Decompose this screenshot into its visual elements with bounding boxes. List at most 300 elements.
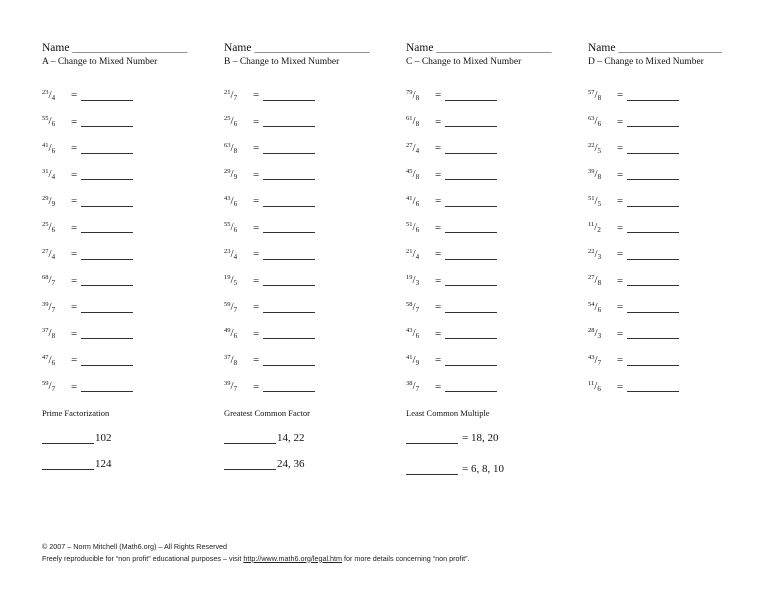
fraction-slash: /: [594, 221, 598, 234]
worksheet-column-d: [588, 42, 768, 400]
fraction: [588, 274, 617, 287]
answer-blank[interactable]: [263, 275, 315, 286]
fraction-slash: /: [412, 221, 416, 234]
fraction-slash: /: [230, 327, 234, 340]
fraction-slash: /: [594, 300, 598, 313]
denominator: 5: [597, 146, 602, 155]
numerator: 11: [588, 380, 595, 388]
denominator: 6: [597, 385, 601, 394]
equals-sign: =: [253, 142, 260, 155]
fraction: [42, 89, 71, 102]
fraction-slash: /: [48, 88, 52, 101]
fraction-slash: /: [412, 247, 416, 260]
fraction: [406, 221, 435, 234]
fraction: [224, 89, 253, 102]
numerator: 27: [406, 141, 413, 149]
answer-blank[interactable]: [627, 116, 679, 127]
problem-item: [42, 268, 222, 295]
fraction-slash: /: [412, 168, 416, 181]
fraction-slash: /: [48, 380, 52, 393]
problem-item: [224, 215, 404, 242]
problem-item: [224, 321, 404, 348]
answer-blank[interactable]: [81, 116, 133, 127]
answer-blank[interactable]: [445, 275, 497, 286]
name-field[interactable]: [224, 42, 404, 55]
problem-item: [406, 241, 586, 268]
problem-item: [406, 268, 586, 295]
problem-item: [588, 321, 768, 348]
denominator: 4: [233, 252, 238, 261]
answer-blank[interactable]: [445, 196, 497, 207]
numerator: 19: [224, 274, 231, 282]
fraction: [224, 380, 253, 393]
answer-blank[interactable]: [627, 90, 679, 101]
answer-blank[interactable]: [627, 196, 679, 207]
fraction: [224, 168, 253, 181]
equals-sign: =: [253, 274, 260, 287]
fraction: [406, 274, 435, 287]
fraction-slash: /: [594, 194, 598, 207]
problem-item: [42, 215, 222, 242]
equals-sign: =: [435, 274, 442, 287]
denominator: 8: [233, 358, 238, 367]
denominator: 7: [51, 305, 56, 314]
license-suffix: for more details concerning “non profit”.: [342, 553, 470, 563]
problem-item: [406, 374, 586, 401]
answer-blank[interactable]: [263, 249, 315, 260]
problem-item: [588, 162, 768, 189]
denominator: 7: [51, 279, 56, 288]
answer-blank[interactable]: [263, 381, 315, 392]
equals-sign: =: [253, 354, 260, 367]
numerator: 49: [224, 327, 231, 335]
fraction-slash: /: [594, 327, 598, 340]
fraction-slash: /: [230, 353, 234, 366]
problem-item: [406, 109, 586, 136]
answer-blank[interactable]: [445, 116, 497, 127]
answer-blank[interactable]: [81, 169, 133, 180]
fraction: [588, 380, 617, 393]
fraction-slash: /: [412, 88, 416, 101]
answer-blank[interactable]: [81, 249, 133, 260]
answer-blank[interactable]: [627, 169, 679, 180]
equals-sign: =: [71, 248, 78, 261]
denominator: 6: [415, 332, 420, 341]
numerator: 22: [588, 247, 595, 255]
fraction: [588, 354, 617, 367]
worksheet-column-b: [224, 42, 404, 470]
denominator: 8: [415, 93, 420, 102]
answer-blank[interactable]: [627, 328, 679, 339]
equals-sign: =: [435, 142, 442, 155]
equals-sign: =: [617, 142, 624, 155]
answer-blank[interactable]: [445, 222, 497, 233]
section-title: Prime Factorization: [42, 408, 110, 418]
fraction: [406, 380, 435, 393]
problem-item: [588, 268, 768, 295]
denominator: 7: [415, 385, 420, 394]
denominator: 3: [597, 332, 602, 341]
problem-list: [224, 82, 404, 400]
numerator: 25: [42, 221, 49, 229]
problem-item: [42, 294, 222, 321]
fraction-slash: /: [48, 168, 52, 181]
problem-item: [42, 241, 222, 268]
problem-values: 124: [95, 458, 112, 470]
fraction: [406, 301, 435, 314]
fraction-slash: /: [594, 274, 598, 287]
name-label: Name: [224, 42, 252, 54]
fraction: [224, 354, 253, 367]
fraction: [42, 301, 71, 314]
equals-sign: =: [71, 221, 78, 234]
problem-item: [406, 215, 586, 242]
answer-blank[interactable]: [224, 431, 276, 444]
answer-blank[interactable]: [263, 116, 315, 127]
fraction-slash: /: [594, 168, 598, 181]
section-heading: B – Change to Mixed Number: [224, 57, 340, 67]
problem-item: [588, 82, 768, 109]
answer-blank[interactable]: [263, 355, 315, 366]
name-blank[interactable]: ____________________: [72, 42, 188, 54]
answer-blank[interactable]: [81, 143, 133, 154]
fraction-slash: /: [48, 300, 52, 313]
numerator: 61: [406, 115, 413, 123]
equals-sign: =: [253, 380, 260, 393]
numerator: 41: [406, 353, 413, 361]
problem-values: = 18, 20: [462, 432, 499, 444]
answer-blank[interactable]: [263, 222, 315, 233]
answer-blank[interactable]: [263, 143, 315, 154]
numerator: 21: [224, 88, 231, 96]
fraction: [42, 274, 71, 287]
fraction: [588, 301, 617, 314]
equals-sign: =: [71, 380, 78, 393]
equals-sign: =: [617, 301, 624, 314]
equals-sign: =: [435, 195, 442, 208]
problem-item: [588, 109, 768, 136]
equals-sign: =: [71, 142, 78, 155]
numerator: 47: [42, 353, 49, 361]
fraction: [42, 115, 71, 128]
answer-blank[interactable]: [445, 90, 497, 101]
numerator: 43: [588, 353, 595, 361]
denominator: 7: [597, 358, 602, 367]
equals-sign: =: [435, 380, 442, 393]
fraction-slash: /: [594, 353, 598, 366]
numerator: 37: [224, 353, 231, 361]
answer-blank[interactable]: [627, 355, 679, 366]
numerator: 11: [588, 221, 595, 229]
equals-sign: =: [253, 115, 260, 128]
fraction-slash: /: [594, 380, 598, 393]
equals-sign: =: [435, 327, 442, 340]
denominator: 7: [233, 93, 238, 102]
fraction: [42, 168, 71, 181]
denominator: 8: [415, 173, 420, 182]
numerator: 28: [588, 327, 595, 335]
equals-sign: =: [253, 168, 260, 181]
denominator: 8: [233, 146, 238, 155]
name-field[interactable]: [42, 42, 222, 55]
numerator: 38: [406, 380, 413, 388]
fraction: [588, 89, 617, 102]
fraction: [406, 168, 435, 181]
problem-item: [406, 135, 586, 162]
fraction-slash: /: [48, 115, 52, 128]
equals-sign: =: [71, 327, 78, 340]
denominator: 6: [415, 199, 420, 208]
equals-sign: =: [435, 115, 442, 128]
numerator: 29: [42, 194, 49, 202]
legal-link[interactable]: http://www.math6.org/legal.htm: [243, 553, 343, 563]
denominator: 3: [415, 279, 420, 288]
fraction: [588, 221, 617, 234]
name-field[interactable]: [406, 42, 586, 55]
fraction-slash: /: [230, 168, 234, 181]
denominator: 6: [233, 199, 238, 208]
equals-sign: =: [71, 195, 78, 208]
problem-item: [588, 374, 768, 401]
numerator: 45: [406, 168, 413, 176]
answer-blank[interactable]: [445, 302, 497, 313]
name-blank[interactable]: ____________________: [436, 42, 552, 54]
fraction-slash: /: [230, 221, 234, 234]
numerator: 41: [42, 141, 49, 149]
fraction: [42, 354, 71, 367]
name-blank[interactable]: ____________________: [254, 42, 370, 54]
problem-item: [42, 321, 222, 348]
problem-item: [42, 162, 222, 189]
problem-item: [224, 374, 404, 401]
denominator: 6: [597, 305, 602, 314]
fraction-slash: /: [230, 274, 234, 287]
name-field[interactable]: [588, 42, 768, 55]
name-label: Name: [588, 42, 616, 54]
answer-blank[interactable]: [224, 457, 276, 470]
numerator: 37: [42, 327, 49, 335]
denominator: 8: [597, 173, 602, 182]
answer-blank[interactable]: [42, 431, 94, 444]
fraction: [224, 221, 253, 234]
fraction: [588, 327, 617, 340]
fraction: [42, 380, 71, 393]
worksheet-column-c: [406, 42, 586, 475]
problem-item: [224, 347, 404, 374]
problem-item: [406, 188, 586, 215]
numerator: 29: [224, 168, 231, 176]
problem-item: [588, 294, 768, 321]
answer-blank[interactable]: [406, 431, 458, 444]
fraction: [588, 168, 617, 181]
answer-blank[interactable]: [81, 355, 133, 366]
extra-problem: [224, 457, 404, 470]
numerator: 59: [224, 300, 231, 308]
answer-blank[interactable]: [445, 249, 497, 260]
equals-sign: =: [253, 248, 260, 261]
problem-item: [588, 241, 768, 268]
section-heading: C – Change to Mixed Number: [406, 57, 522, 67]
denominator: 6: [233, 120, 238, 129]
problem-item: [406, 162, 586, 189]
answer-blank[interactable]: [627, 275, 679, 286]
denominator: 7: [233, 385, 238, 394]
answer-blank[interactable]: [81, 196, 133, 207]
denominator: 5: [597, 199, 602, 208]
denominator: 6: [51, 226, 56, 235]
equals-sign: =: [617, 327, 624, 340]
problem-item: [42, 188, 222, 215]
fraction-slash: /: [412, 194, 416, 207]
denominator: 8: [415, 120, 420, 129]
numerator: 55: [224, 221, 231, 229]
worksheet-column-a: [42, 42, 222, 470]
denominator: 4: [415, 252, 420, 261]
denominator: 9: [233, 173, 238, 182]
answer-blank[interactable]: [81, 222, 133, 233]
extra-problem: [406, 462, 586, 475]
answer-blank[interactable]: [263, 196, 315, 207]
answer-blank[interactable]: [627, 249, 679, 260]
answer-blank[interactable]: [406, 462, 458, 475]
answer-blank[interactable]: [42, 457, 94, 470]
equals-sign: =: [253, 327, 260, 340]
equals-sign: =: [71, 354, 78, 367]
equals-sign: =: [617, 248, 624, 261]
answer-blank[interactable]: [445, 355, 497, 366]
answer-blank[interactable]: [81, 90, 133, 101]
answer-blank[interactable]: [263, 169, 315, 180]
fraction: [42, 248, 71, 261]
fraction: [42, 327, 71, 340]
equals-sign: =: [71, 168, 78, 181]
problem-item: [42, 135, 222, 162]
denominator: 6: [51, 358, 56, 367]
numerator: 39: [224, 380, 231, 388]
numerator: 31: [42, 168, 49, 176]
denominator: 6: [51, 120, 56, 129]
numerator: 39: [42, 300, 49, 308]
numerator: 23: [224, 247, 231, 255]
fraction-slash: /: [594, 141, 598, 154]
answer-blank[interactable]: [263, 328, 315, 339]
fraction: [224, 115, 253, 128]
equals-sign: =: [71, 89, 78, 102]
equals-sign: =: [617, 380, 624, 393]
answer-blank[interactable]: [263, 302, 315, 313]
denominator: 7: [51, 385, 56, 394]
equals-sign: =: [617, 274, 624, 287]
numerator: 59: [42, 380, 49, 388]
fraction-slash: /: [412, 380, 416, 393]
section-title: Least Common Multiple: [406, 408, 490, 418]
denominator: 2: [597, 226, 601, 235]
problem-item: [224, 109, 404, 136]
answer-blank[interactable]: [81, 328, 133, 339]
fraction: [42, 221, 71, 234]
fraction-slash: /: [48, 194, 52, 207]
problem-values: 14, 22: [277, 432, 305, 444]
answer-blank[interactable]: [627, 302, 679, 313]
fraction: [588, 248, 617, 261]
answer-blank[interactable]: [81, 302, 133, 313]
problem-item: [224, 294, 404, 321]
denominator: 7: [233, 305, 238, 314]
problem-item: [42, 374, 222, 401]
fraction: [42, 195, 71, 208]
answer-blank[interactable]: [81, 381, 133, 392]
answer-blank[interactable]: [263, 90, 315, 101]
denominator: 4: [51, 252, 56, 261]
fraction-slash: /: [230, 300, 234, 313]
denominator: 4: [51, 93, 56, 102]
equals-sign: =: [71, 274, 78, 287]
answer-blank[interactable]: [445, 169, 497, 180]
fraction: [406, 142, 435, 155]
answer-blank[interactable]: [627, 143, 679, 154]
fraction-slash: /: [48, 327, 52, 340]
denominator: 8: [597, 279, 602, 288]
answer-blank[interactable]: [627, 381, 679, 392]
denominator: 3: [597, 252, 602, 261]
equals-sign: =: [617, 221, 624, 234]
fraction: [588, 195, 617, 208]
denominator: 4: [51, 173, 56, 182]
fraction-slash: /: [48, 274, 52, 287]
numerator: 41: [406, 194, 413, 202]
equals-sign: =: [435, 354, 442, 367]
numerator: 23: [42, 88, 49, 96]
denominator: 9: [415, 358, 420, 367]
equals-sign: =: [617, 354, 624, 367]
equals-sign: =: [71, 301, 78, 314]
answer-blank[interactable]: [81, 275, 133, 286]
name-label: Name: [42, 42, 70, 54]
denominator: 6: [233, 226, 238, 235]
equals-sign: =: [617, 89, 624, 102]
name-blank[interactable]: __________________: [618, 42, 722, 54]
denominator: 7: [415, 305, 420, 314]
answer-blank[interactable]: [445, 381, 497, 392]
problem-values: 102: [95, 432, 112, 444]
numerator: 57: [588, 88, 595, 96]
fraction-slash: /: [412, 300, 416, 313]
problem-item: [406, 82, 586, 109]
section-heading: A – Change to Mixed Number: [42, 57, 158, 67]
problem-item: [224, 82, 404, 109]
problem-item: [224, 241, 404, 268]
answer-blank[interactable]: [445, 328, 497, 339]
numerator: 54: [588, 300, 595, 308]
problem-item: [588, 347, 768, 374]
fraction-slash: /: [48, 353, 52, 366]
equals-sign: =: [617, 168, 624, 181]
fraction: [406, 115, 435, 128]
denominator: 5: [233, 279, 238, 288]
answer-blank[interactable]: [627, 222, 679, 233]
equals-sign: =: [617, 195, 624, 208]
fraction-slash: /: [594, 115, 598, 128]
problem-list: [42, 82, 222, 400]
fraction-slash: /: [230, 88, 234, 101]
answer-blank[interactable]: [445, 143, 497, 154]
fraction-slash: /: [594, 247, 598, 260]
fraction: [224, 274, 253, 287]
fraction: [224, 142, 253, 155]
problem-list: [406, 82, 586, 400]
fraction: [406, 327, 435, 340]
equals-sign: =: [253, 89, 260, 102]
